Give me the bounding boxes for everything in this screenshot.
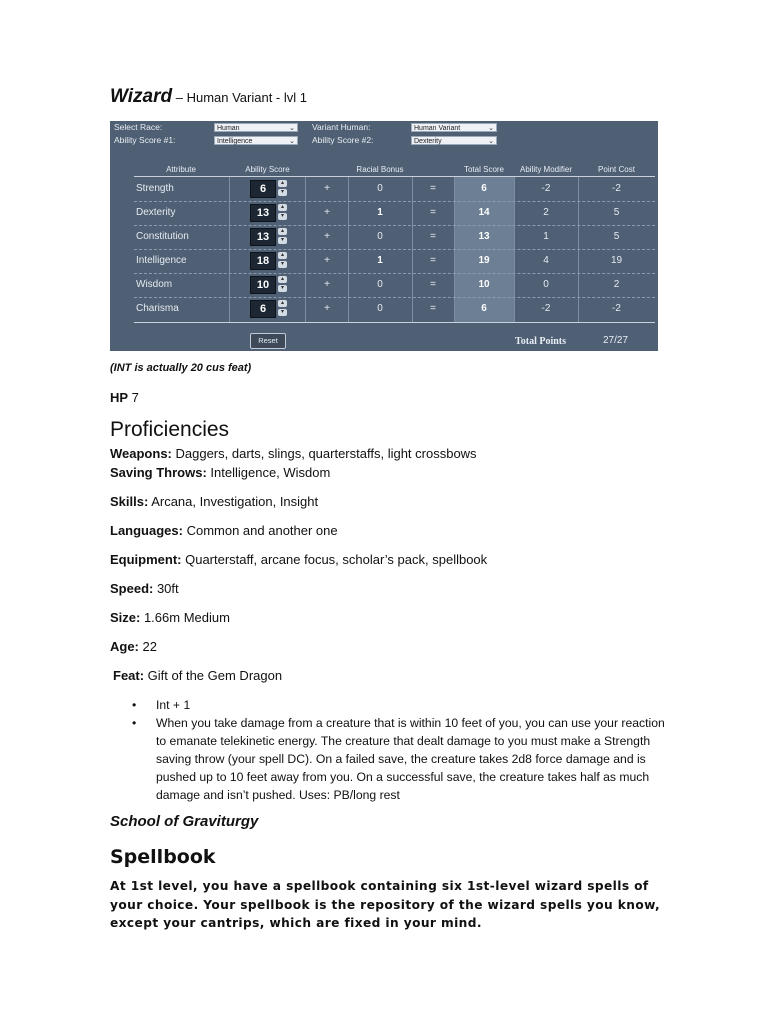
point-cost: -2 xyxy=(612,303,621,314)
chevron-down-icon[interactable]: ▾ xyxy=(278,309,287,316)
chevron-down-icon: ⌄ xyxy=(488,138,494,145)
chevron-down-icon[interactable]: ▾ xyxy=(278,189,287,196)
attribute-name: Wisdom xyxy=(136,279,173,290)
weapons-line xyxy=(110,446,477,461)
plus-sign: + xyxy=(324,303,330,314)
ability-score-input[interactable]: 13 xyxy=(250,204,276,222)
ability-modifier: -2 xyxy=(541,183,551,194)
weapons-value: Daggers, darts, slings, quarterstaffs, light crossbows xyxy=(171,446,477,461)
age-line xyxy=(110,639,157,654)
languages-value: Common and another one xyxy=(182,523,338,538)
point-cost: 5 xyxy=(613,231,620,242)
total-points-label: Total Points xyxy=(515,336,567,347)
list-item-text: Int + 1 xyxy=(156,698,191,712)
chevron-down-icon[interactable]: ▾ xyxy=(278,237,287,244)
row-divider xyxy=(134,249,655,250)
column-divider xyxy=(514,177,515,323)
ability2-dropdown[interactable] xyxy=(411,136,497,145)
feat-line xyxy=(113,668,282,683)
ability1-value: Intelligence xyxy=(217,138,253,145)
equals-sign: = xyxy=(430,207,436,218)
feat-label: Feat: xyxy=(113,668,145,683)
attribute-name: Dexterity xyxy=(136,207,176,218)
plus-sign: + xyxy=(324,231,330,242)
languages-line xyxy=(110,523,338,538)
ability-score-input[interactable]: 10 xyxy=(250,276,276,294)
equals-sign: = xyxy=(430,255,436,266)
equals-sign: = xyxy=(430,279,436,290)
chevron-up-icon[interactable]: ▴ xyxy=(278,276,287,283)
chevron-up-icon[interactable]: ▴ xyxy=(278,252,287,259)
reset-button[interactable]: Reset xyxy=(250,333,286,349)
racial-bonus: 0 xyxy=(377,303,383,314)
ability1-label: Ability Score #1: xyxy=(114,135,176,145)
plus-sign: + xyxy=(324,255,330,266)
ability-score-stepper[interactable] xyxy=(278,276,287,292)
equals-sign: = xyxy=(430,183,436,194)
saving-throws-label: Saving Throws: xyxy=(110,465,207,480)
chevron-down-icon[interactable]: ▾ xyxy=(278,261,287,268)
languages-label: Languages: xyxy=(110,523,183,538)
ability-modifier: 2 xyxy=(543,207,549,218)
col-header-ability-modifier: Ability Modifier xyxy=(519,165,572,174)
bullet-icon: • xyxy=(132,716,137,730)
total-points-value: 27/27 xyxy=(603,335,629,346)
hp-label: HP xyxy=(110,390,129,405)
point-cost: 2 xyxy=(613,279,620,290)
ability-modifier: 1 xyxy=(543,231,549,242)
skills-line xyxy=(110,494,318,509)
hp-line xyxy=(110,390,139,405)
ability-score-stepper[interactable] xyxy=(278,300,287,316)
racial-bonus: 0 xyxy=(377,231,383,242)
saving-throws-line xyxy=(110,465,330,480)
bullet-icon: • xyxy=(132,698,137,712)
class-name: Wizard xyxy=(110,86,173,107)
equipment-line xyxy=(110,552,487,567)
attribute-name: Constitution xyxy=(136,231,189,242)
size-value: 1.66m Medium xyxy=(140,610,230,625)
column-divider xyxy=(412,177,413,323)
column-divider xyxy=(348,177,349,323)
chevron-up-icon[interactable]: ▴ xyxy=(278,180,287,187)
int-note: (INT is actually 20 cus feat) xyxy=(110,362,252,374)
column-divider xyxy=(454,177,455,323)
ability-score-input[interactable]: 6 xyxy=(250,300,276,318)
chevron-up-icon[interactable]: ▴ xyxy=(278,228,287,235)
ability2-value: Dexterity xyxy=(414,138,442,145)
list-item xyxy=(132,696,666,714)
saving-throws-value: Intelligence, Wisdom xyxy=(206,465,331,480)
speed-line xyxy=(110,581,179,596)
attribute-name: Intelligence xyxy=(136,255,187,266)
ability-modifier: -2 xyxy=(541,303,551,314)
speed-label: Speed: xyxy=(110,581,154,596)
col-header-racial-bonus: Racial Bonus xyxy=(356,165,404,174)
point-cost: 19 xyxy=(610,255,623,266)
plus-sign: + xyxy=(324,207,330,218)
list-item-text: When you take damage from a creature that is within 10 feet of you, you can use your reaction to emanate telekinetic energy. The creature that dealt damage to you must make a Strength saving throw (your spell DC). On a failed save, the creature takes 2d8 force damage and is pushed up to 10 feet away from you. On a successful save, the creature takes half as much damage and isn’t pushed. Uses: PB/long rest xyxy=(156,716,665,802)
racial-bonus: 1 xyxy=(377,255,383,266)
point-cost: 5 xyxy=(613,207,620,218)
ability-score-stepper[interactable] xyxy=(278,180,287,196)
spellbook-heading: Spellbook xyxy=(110,846,216,868)
total-score: 19 xyxy=(478,255,490,266)
age-value: 22 xyxy=(138,639,157,654)
speed-value: 30ft xyxy=(153,581,179,596)
skills-value: Arcana, Investigation, Insight xyxy=(148,494,319,509)
point-cost: -2 xyxy=(612,183,621,194)
age-label: Age: xyxy=(110,639,139,654)
spellbook-paragraph: At 1st level, you have a spellbook containing six 1st-level wizard spells of your choice. Your spellbook is the repository of the wizard spells you know, except your cantrips, which are fixed in your mind. xyxy=(110,879,661,930)
chevron-up-icon[interactable]: ▴ xyxy=(278,300,287,307)
racial-bonus: 0 xyxy=(377,183,383,194)
column-divider xyxy=(578,177,579,323)
select-race-label: Select Race: xyxy=(114,122,163,132)
proficiencies-heading: Proficiencies xyxy=(110,418,230,441)
equals-sign: = xyxy=(430,303,436,314)
total-score: 10 xyxy=(478,279,490,290)
row-divider xyxy=(134,273,655,274)
chevron-down-icon: ⌄ xyxy=(289,138,295,145)
header-divider xyxy=(134,176,655,177)
plus-sign: + xyxy=(324,183,330,194)
ability-modifier: 0 xyxy=(543,279,549,290)
col-header-attribute: Attribute xyxy=(166,165,196,174)
chevron-down-icon[interactable]: ▾ xyxy=(278,285,287,292)
ability-score-input[interactable]: 6 xyxy=(250,180,276,198)
variant-dropdown[interactable] xyxy=(411,123,497,132)
column-divider xyxy=(229,177,230,323)
variant-value: Human Variant xyxy=(414,125,461,132)
attribute-name: Charisma xyxy=(136,303,179,314)
equipment-value: Quarterstaff, arcane focus, scholar’s pack, spellbook xyxy=(181,552,488,567)
feat-bullet-list xyxy=(132,696,666,804)
document-title xyxy=(110,86,307,108)
class-subtitle: – Human Variant - lvl 1 xyxy=(172,90,307,105)
total-score: 13 xyxy=(478,231,490,242)
select-race-value: Human xyxy=(217,125,240,132)
total-score: 6 xyxy=(481,183,487,194)
ability-score-stepper[interactable] xyxy=(278,252,287,268)
ability-modifier: 4 xyxy=(543,255,549,266)
column-divider xyxy=(305,177,306,323)
ability-score-stepper[interactable] xyxy=(278,204,287,220)
ability-score-input[interactable]: 13 xyxy=(250,228,276,246)
total-score: 6 xyxy=(481,303,487,314)
col-header-total-score: Total Score xyxy=(463,165,505,174)
size-line xyxy=(110,610,230,625)
list-item xyxy=(132,714,666,804)
chevron-down-icon: ⌄ xyxy=(289,125,295,132)
row-divider xyxy=(134,201,655,202)
size-label: Size: xyxy=(110,610,141,625)
ability1-dropdown[interactable] xyxy=(214,136,298,145)
variant-label: Variant Human: xyxy=(312,122,371,132)
hp-value: 7 xyxy=(128,390,139,405)
racial-bonus: 1 xyxy=(377,207,383,218)
feat-value: Gift of the Gem Dragon xyxy=(144,668,283,683)
equipment-label: Equipment: xyxy=(110,552,182,567)
select-race-dropdown[interactable] xyxy=(214,123,298,132)
ability-score-input[interactable]: 18 xyxy=(250,252,276,270)
ability2-label: Ability Score #2: xyxy=(312,135,374,145)
chevron-down-icon[interactable]: ▾ xyxy=(278,213,287,220)
skills-label: Skills: xyxy=(110,494,149,509)
col-header-point-cost: Point Cost xyxy=(598,165,635,174)
racial-bonus: 0 xyxy=(377,279,383,290)
total-score: 14 xyxy=(478,207,490,218)
equals-sign: = xyxy=(430,231,436,242)
point-buy-panel xyxy=(110,121,658,351)
chevron-up-icon[interactable]: ▴ xyxy=(278,204,287,211)
attribute-name: Strength xyxy=(136,183,174,194)
weapons-label: Weapons: xyxy=(110,446,172,461)
school-heading: School of Graviturgy xyxy=(110,813,259,830)
row-divider xyxy=(134,297,655,298)
plus-sign: + xyxy=(324,279,330,290)
col-header-ability-score: Ability Score xyxy=(245,165,290,174)
row-divider xyxy=(134,225,655,226)
ability-score-stepper[interactable] xyxy=(278,228,287,244)
total-score-column-bg xyxy=(454,177,514,323)
chevron-down-icon: ⌄ xyxy=(488,125,494,132)
table-bottom-line xyxy=(134,322,655,323)
